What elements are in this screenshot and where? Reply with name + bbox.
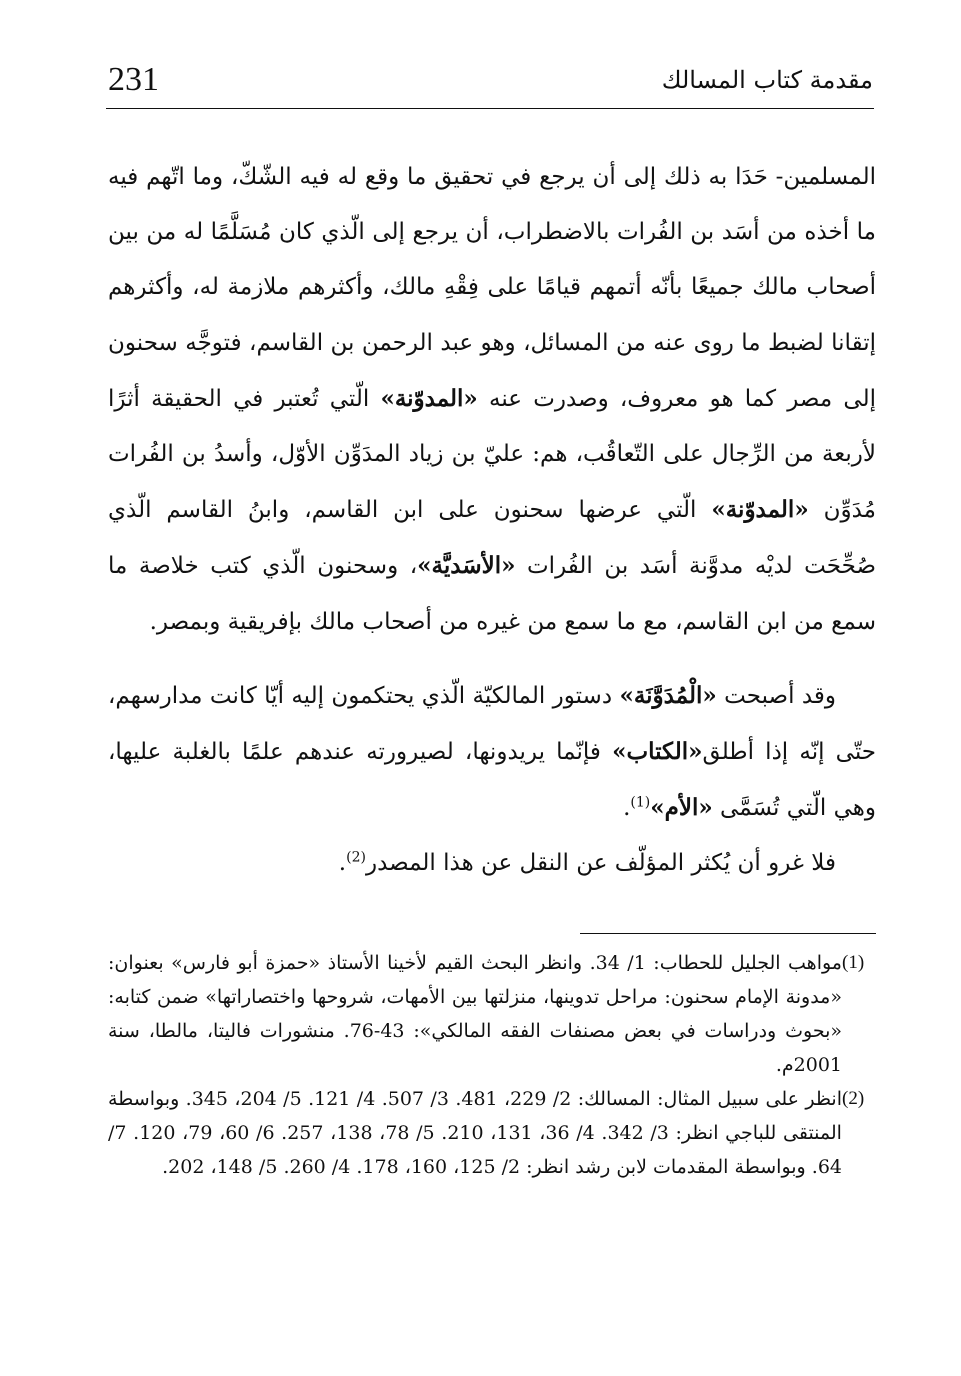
- paragraph-3-end: .: [338, 850, 347, 877]
- footnote-text: انظر على سبيل المثال: المسالك: 2/ 229، 481. 3/ 507. 4/ 121. 5/ 204، 345. وبواسطة المنتقى للباجي انظر: 3/ 342. 4/ 36، 131، 210. 5/ 78، 138، 257. 6/ 60، 79، 120. 7/ 64. وبواسطة المقدمات لابن رشد انظر: 2/ 125، 160، 178. 4/ 260. 5/ 148، 202.: [108, 1088, 842, 1178]
- title-umm: «الأم»: [650, 794, 713, 822]
- paragraph-1-text: المسلمين- حَدَا به ذلك إلى أن يرجع في تحقيق ما وقع له فيه الشّكّ، وما اتّهم فيه ما أخذه من أسَد بن الفُرات بالاضطراب، أن يرجع إلى الّذي كان مُسَلَّمًا له من بين أصحاب مالك جميعًا بأنّه أتمهم قيامًا على فِقْهِ مالك، وأكثرهم ملازمة له، وأكثرهم إتقانا لضبط ما روى عنه من المسائل، وهو عبد الرحمن بن القاسم، فتوجَّه سحنون إلى مصر كما هو معروف، وصدرت عنه: [108, 164, 876, 412]
- title-kitab: «الكتاب»: [612, 738, 703, 766]
- footnotes: [108, 946, 876, 1184]
- paragraph-1: [108, 150, 876, 650]
- running-title: مقدمة كتاب المسالك: [661, 66, 873, 94]
- title-mudawwana: «الْمُدَوَّنَة»: [619, 681, 717, 709]
- footnote-1: [108, 946, 876, 1082]
- paragraph-2-text: فإنّما يريدونها، لصيرورته عندهم علمًا بالغلبة عليها، وهي الّتي تُسَمَّى: [108, 739, 876, 822]
- paragraph-1-text: الّتي عرضها سحنون على ابن القاسم، وابنُ القاسم الّذي صُحِّحَت لديْه مدوَّنة أسَد بن الفُرات: [108, 497, 876, 580]
- title-asadiyya: «الأسَديَّة»: [417, 552, 516, 580]
- footnote-rule: [580, 933, 876, 934]
- paragraph-1-text: الّتي تُعتبر في الحقيقة أثرًا لأربعة من الرِّجال على التّعاقُب، هم: عليّ بن زياد المدَوِّن الأوّل، وأسدُ بن الفُرات مُدَوِّن: [108, 385, 876, 524]
- paragraph-3: [108, 836, 876, 891]
- page-number: 231: [108, 61, 159, 98]
- title-mudawwana: «المدوّنة»: [711, 496, 809, 524]
- paragraph-2-text: دستور المالكيّة الّذي يحتكمون إليه أيّا كانت مدارسهم، حتّى إنّه إذا أطلق: [108, 682, 876, 766]
- paragraph-1-text: ، وسحنون الّذي كتب خلاصة ما سمع من ابن القاسم، مع ما سمع من غيره من أصحاب مالك بإفريقية وبمصر.: [108, 553, 876, 635]
- footnote-2: [108, 1082, 876, 1184]
- footnote-text: مواهب الجليل للحطاب: 1/ 34. وانظر البحث القيم لأخينا الأستاذ «حمزة أبو فارس» بعنوان: «مدونة الإمام سحنون: مراحل تدوينها، منزلتها بين الأمهات، شروحها واختصاراتها» ضمن كتابه: «بحوث ودراسات في بعض مصنفات الفقه المالكي»: 43-76. منشورات فاليتا، مالطا، سنة 2001م.: [108, 952, 842, 1076]
- header-rule: [106, 108, 874, 109]
- title-mudawwana: «المدوّنة»: [380, 384, 478, 412]
- footnote-marker: (1): [842, 952, 865, 973]
- footnote-marker: (2): [842, 1088, 865, 1109]
- paragraph-3-text: فلا غرو أن يُكثر المؤلّف عن النقل عن هذا المصدر: [365, 850, 836, 877]
- paragraph-2-text: وقد أصبحت: [716, 682, 837, 709]
- paragraph-2: [108, 668, 876, 837]
- paragraph-2-end: .: [623, 795, 631, 822]
- footnote-ref-2: (2): [346, 849, 366, 866]
- footnote-ref-1: (1): [630, 794, 651, 811]
- body-text: [108, 150, 876, 892]
